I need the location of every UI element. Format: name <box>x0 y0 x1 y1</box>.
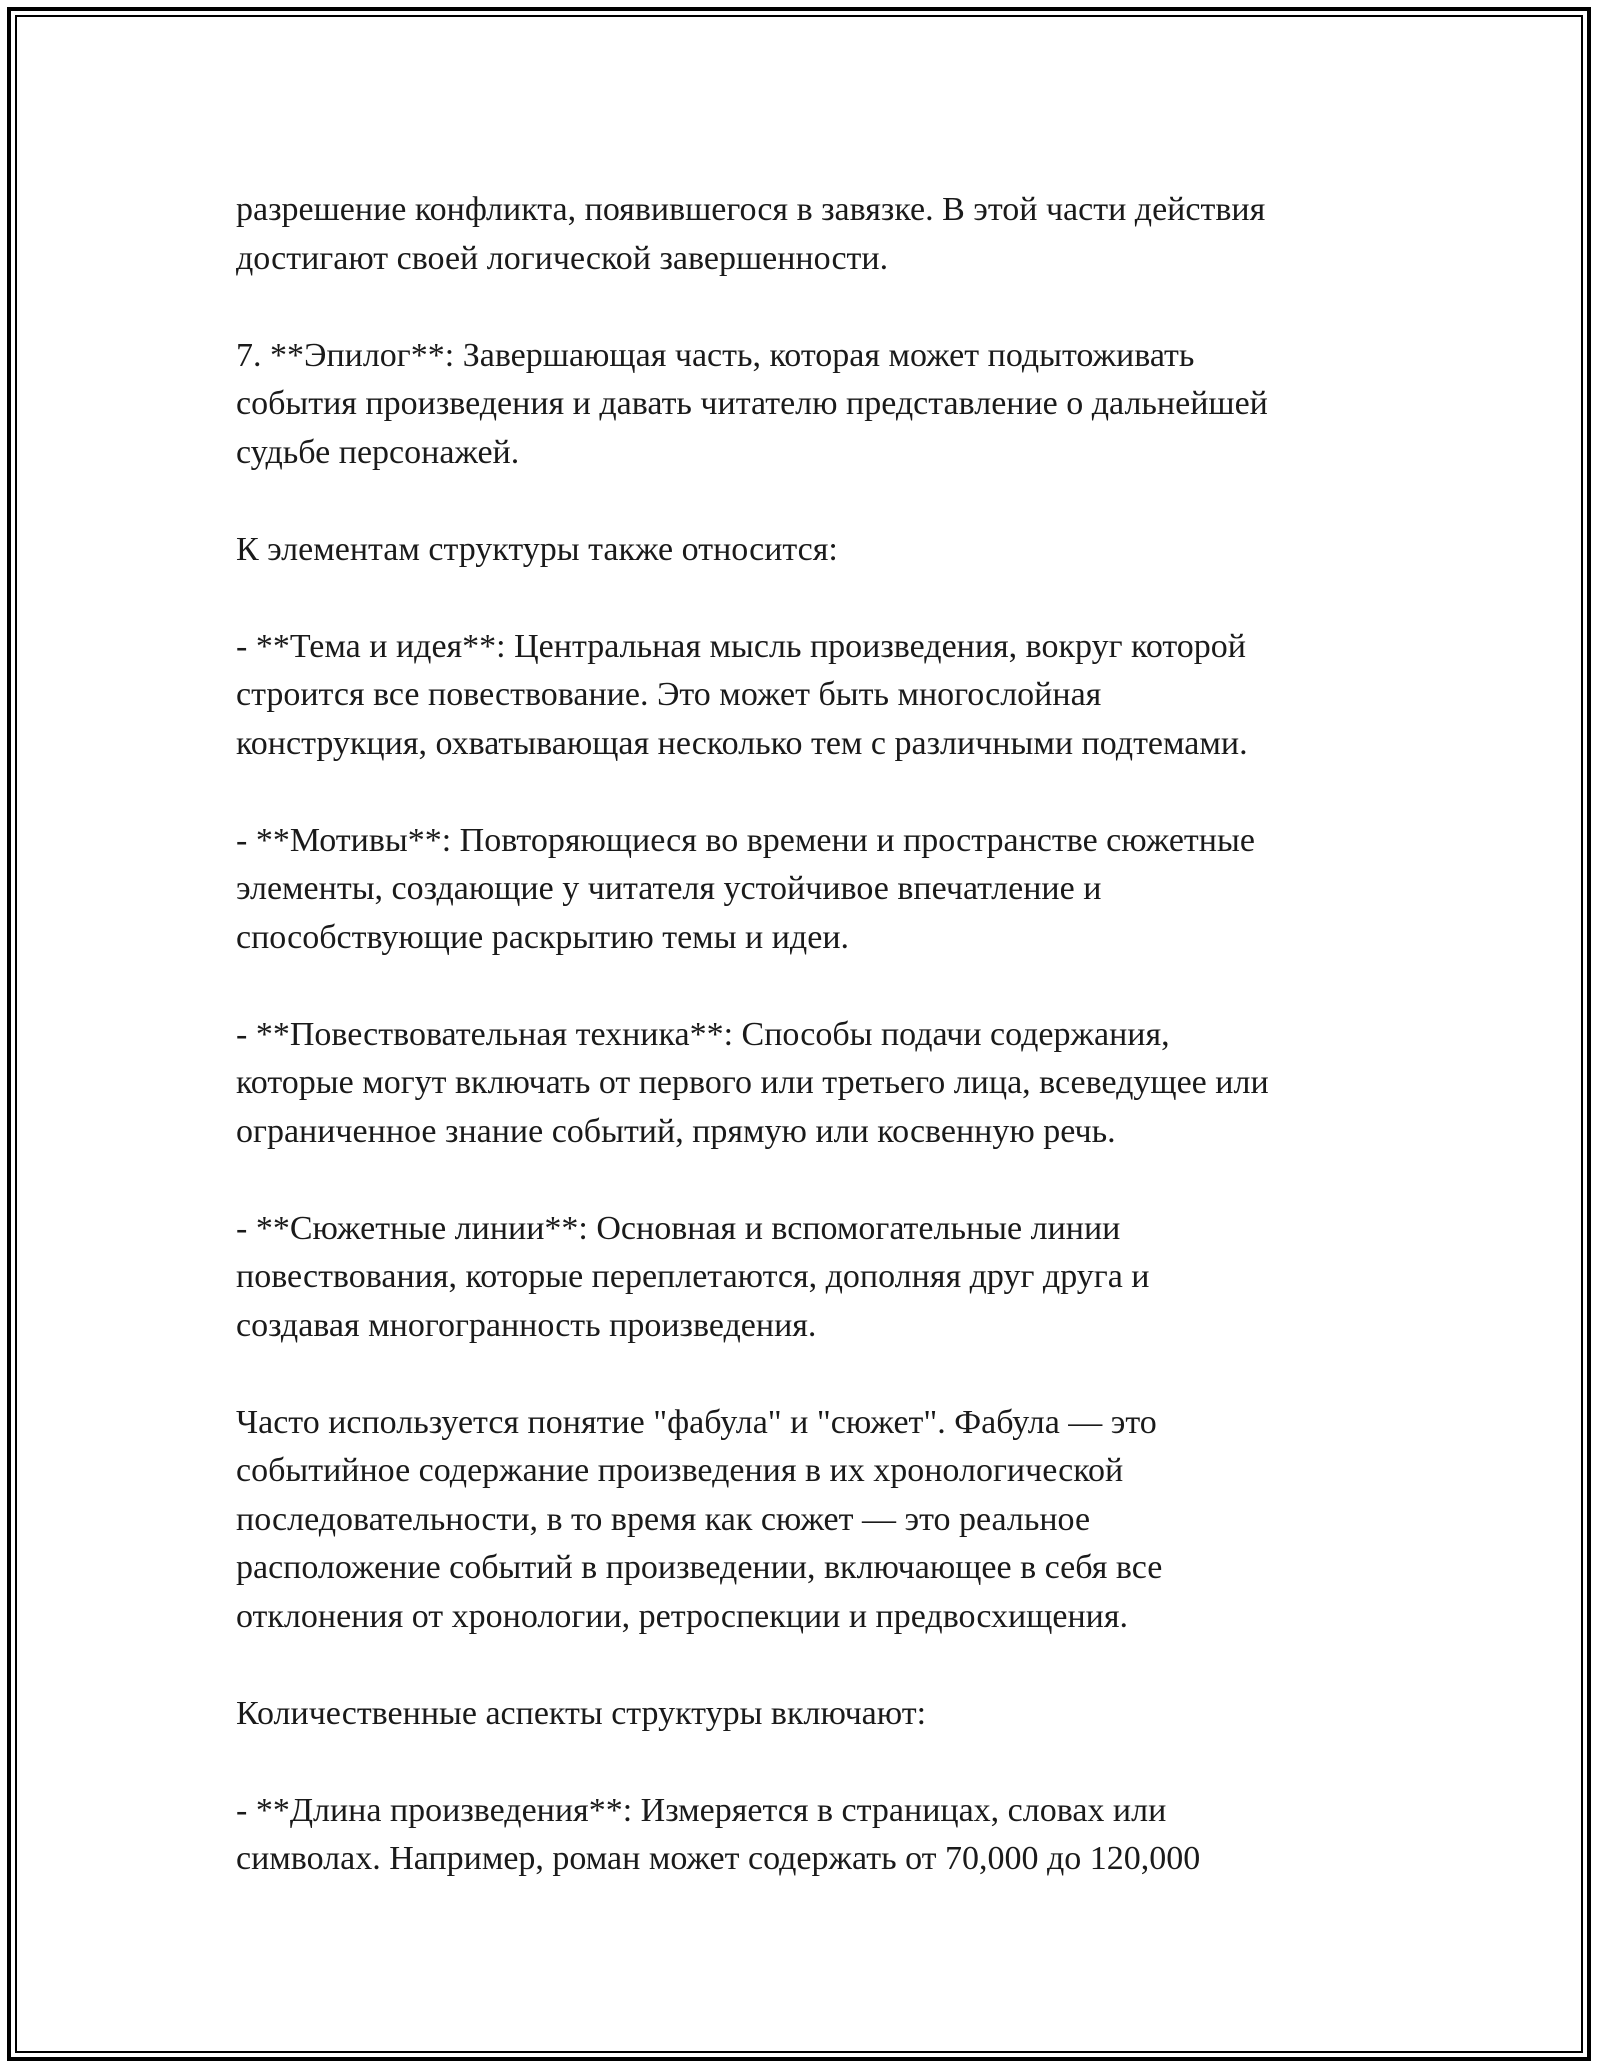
paragraph-quantitative-aspects-intro: Количественные аспекты структуры включают: <box>236 1694 927 1732</box>
document-body <box>236 186 1376 1884</box>
list-item-work-length: - **Длина произведения**: Измеряется в страницах, словах или символах. Например, роман может содержать от 70,000 до 120,000 <box>236 1791 1201 1877</box>
paragraph-structure-elements-intro: К элементам структуры также относится: <box>236 530 838 568</box>
list-item-theme-and-idea: - **Тема и идея**: Центральная мысль произведения, вокруг которой строится все повествование. Это может быть многослойная конструкция, охватывающая несколько тем с различными подтемами. <box>236 627 1248 762</box>
paragraph-conflict-resolution: разрешение конфликта, появившегося в завязке. В этой части действия достигают своей логической завершенности. <box>236 191 1266 277</box>
list-item-plot-lines: - **Сюжетные линии**: Основная и вспомогательные линии повествования, которые переплетаются, дополняя друг друга и создавая многогранность произведения. <box>236 1209 1150 1344</box>
paragraph-fabula-and-plot: Часто используется понятие "фабула" и "сюжет". Фабула — это событийное содержание произведения в их хронологической последовательности, в то время как сюжет — это реальное расположение событий в произведении, включающее в себя все отклонения от хронологии, ретроспекции и предвосхищения. <box>236 1403 1163 1635</box>
list-item-motifs: - **Мотивы**: Повторяющиеся во времени и пространстве сюжетные элементы, создающие у читателя устойчивое впечатление и способствующие раскрытию темы и идеи. <box>236 821 1255 956</box>
list-item-narrative-technique: - **Повествовательная техника**: Способы подачи содержания, которые могут включать от первого или третьего лица, всеведущее или ограниченное знание событий, прямую или косвенную речь. <box>236 1015 1269 1150</box>
paragraph-epilogue: 7. **Эпилог**: Завершающая часть, которая может подытоживать события произведения и давать читателю представление о дальнейшей судьбе персонажей. <box>236 336 1268 471</box>
